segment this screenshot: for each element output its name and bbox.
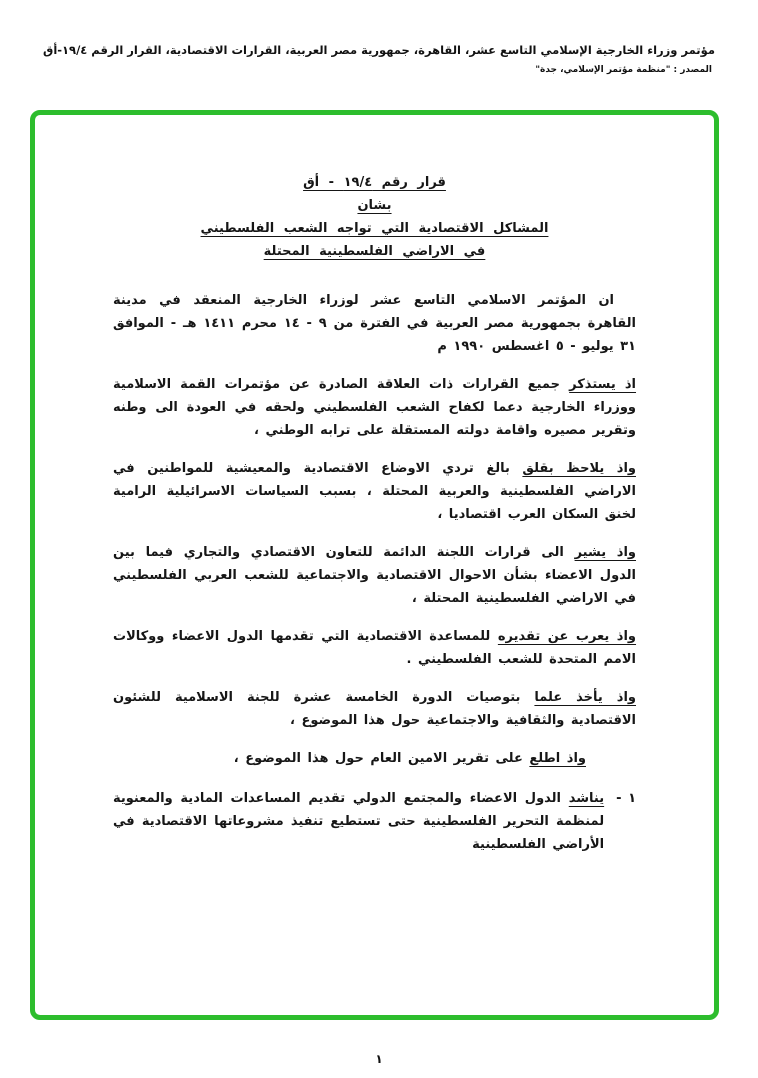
clause-lead: واذ يعرب عن تقديره <box>497 629 637 644</box>
paragraph-text: بالغ تردي الاوضاع الاقتصادية والمعيشية للمواطنين في الاراضي الفلسطينية والعربية المحتلة ، بسبب السياسات الاسرائيلية الرامية لخنق السكان العرب اقتصاديا ، <box>113 461 636 522</box>
paragraph-preamble-opening <box>113 289 636 358</box>
paragraph-clause-recalling <box>113 373 636 442</box>
paragraph-clause-noting-with-concern <box>113 457 636 526</box>
paragraph-text: للمساعدة الاقتصادية التي تقدمها الدول الاعضاء ووكالات الامم المتحدة للشعب الفلسطيني . <box>113 629 636 667</box>
item-number: ١ - <box>616 791 636 806</box>
item-text: الدول الاعضاء والمجتمع الدولي تقديم المساعدات المادية والمعنوية لمنظمة التحرير الفلسطينية حتى تستطيع تنفيذ مشروعاتها الاقتصادية في الأراضي الفلسطينية <box>113 791 605 852</box>
paragraph-clause-referring <box>113 541 636 610</box>
paragraph-text: ان المؤتمر الاسلامي التاسع عشر لوزراء الخارجية المنعقد في مدينة القاهرة بجمهورية مصر العربية في الفترة من ٩ - ١٤ محرم ١٤١١ هـ - الموافق ٣١ يوليو - ٥ اغسطس ١٩٩٠ م <box>113 293 636 354</box>
document-content <box>35 115 714 856</box>
resolution-number-title: قرار رقم ١٩/٤ - أق <box>303 175 446 190</box>
clause-lead: واذ اطلع <box>529 751 586 766</box>
paragraph-clause-taking-note <box>113 686 636 732</box>
title-block <box>113 171 636 263</box>
operative-clause-1 <box>113 787 636 856</box>
title-regarding: بشان <box>357 198 392 213</box>
item-body <box>113 787 604 856</box>
page-header <box>0 0 758 75</box>
paragraph-clause-having-reviewed <box>113 747 586 770</box>
clause-lead: واذ يلاحظ بقلق <box>522 461 636 476</box>
title-subject-line1: المشاكل الاقتصادية التي تواجه الشعب الفلسطيني <box>200 221 549 236</box>
paragraph-text: الى قرارات اللجنة الدائمة للتعاون الاقتصادي والتجاري فيما بين الدول الاعضاء بشأن الاحوال الاقتصادية والاجتماعية للشعب العربي الفلسطيني في الاراضي الفلسطينية المحتلة ، <box>113 545 636 606</box>
document-source: المصدر : "منظمة مؤتمر الإسلامي، جدة" <box>535 65 712 75</box>
title-subject-line2: في الاراضي الفلسطينية المحتلة <box>263 244 486 259</box>
item-lead: يناشد <box>568 791 605 806</box>
clause-lead: اذ يستذكر <box>569 377 637 392</box>
document-citation: مؤتمر وزراء الخارجية الإسلامي التاسع عشر، القاهرة، جمهورية مصر العربية، القرارات الاقتصادية، القرار الرقم ١٩/٤-أق <box>43 43 715 57</box>
paragraph-text: على تقرير الامين العام حول هذا الموضوع ، <box>233 751 523 766</box>
clause-lead: واذ يأخذ علما <box>534 690 636 705</box>
page-number: ١ <box>375 1052 383 1066</box>
paragraph-text: بتوصيات الدورة الخامسة عشرة للجنة الاسلامية للشئون الاقتصادية والثقافية والاجتماعية حول هذا الموضوع ، <box>113 690 636 728</box>
clause-lead: واذ يشير <box>574 545 636 560</box>
scan-border-frame <box>30 110 719 1020</box>
paragraph-clause-expressing-appreciation <box>113 625 636 671</box>
paragraph-text: جميع القرارات ذات العلاقة الصادرة عن مؤتمرات القمة الاسلامية ووزراء الخارجية دعما لكفاح الشعب الفلسطيني ولحقه في العودة الى وطنه وتقرير مصيره واقامة دولته المستقلة على ترابه الوطني ، <box>113 377 636 438</box>
